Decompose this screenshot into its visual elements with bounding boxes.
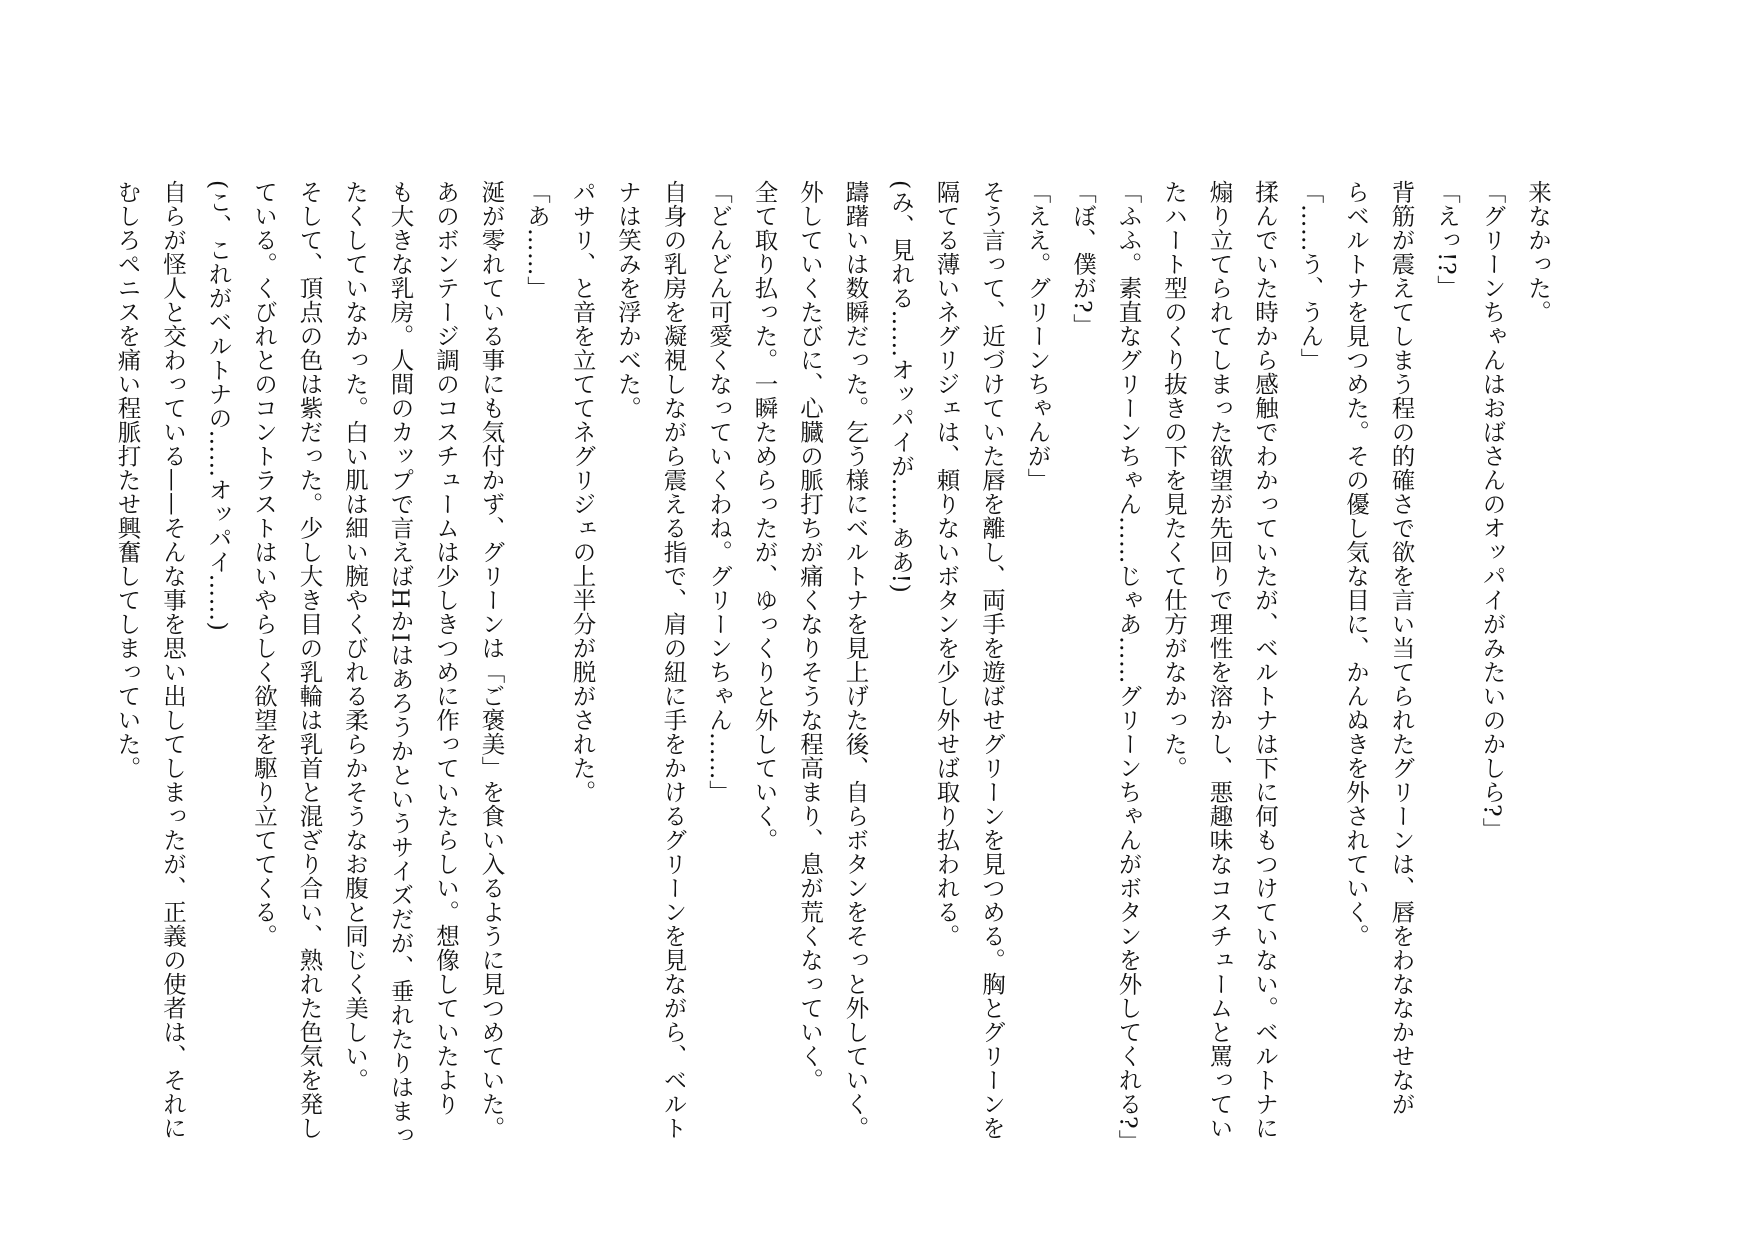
- text-line: あのボンテージ調のコスチュームは少しきつめに作っていたらしい。想像していたより: [432, 180, 460, 1116]
- text-line: たくしていなかった。白い肌は細い腕やくびれる柔らかそうなお腹と同じく美しい。: [341, 180, 369, 1092]
- text-line: 背筋が震えてしまう程の的確さで欲を言い当てられたグリーンは、唇をわななかせなが: [1387, 180, 1416, 1116]
- text-line: 外していくたびに、心臓の脈打ちが痛くなりそうな程高まり、息が荒くなっていく。: [796, 180, 824, 1092]
- text-line: (み、見れる……オッパイが……ああ!): [887, 180, 915, 594]
- text-line: 来なかった。: [1524, 180, 1552, 324]
- text-line: 涎が零れている事にも気付かず、グリーンは「ご褒美」を食い入るように見つめていた。: [477, 180, 506, 1140]
- text-line: ている。くびれとのコントラストはいやらしく欲望を駆り立ててくる。: [250, 180, 278, 948]
- text-line: 躊躇いは数瞬だった。乞う様にベルトナを見上げた後、自らボタンをそっと外していく。: [841, 180, 870, 1140]
- text-line: 揉んでいた時から感触でわかっていたが、ベルトナは下に何もつけていない。ベルトナに: [1251, 180, 1279, 1140]
- text-line: 「あ……」: [523, 180, 551, 300]
- text-line: 「ぼ、僕が?」: [1069, 180, 1097, 338]
- text-line: 「……う、うん」: [1296, 180, 1325, 372]
- text-line: たハート型のくり抜きの下を見たくて仕方がなかった。: [1160, 180, 1188, 780]
- text-line: 全て取り払った。一瞬ためらったが、ゆっくりと外していく。: [750, 180, 779, 852]
- text-line: そして、頂点の色は紫だった。少し大き目の乳輪は乳首と混ざり合い、熟れた色気を発し: [295, 180, 324, 1140]
- text-line: 煽り立てられてしまった欲望が先回りで理性を溶かし、悪趣味なコスチュームと罵ってい: [1205, 180, 1234, 1140]
- text-line: らベルトナを見つめた。その優し気な目に、かんぬきを外されていく。: [1342, 180, 1370, 948]
- text-line: 「ふふ。素直なグリーンちゃん……じゃあ……グリーンちゃんがボタンを外してくれる?」: [1114, 180, 1143, 1154]
- text-line: 隔てる薄いネグリジェは、頼りないボタンを少し外せば取り払われる。: [932, 180, 961, 948]
- text-line: 「えっ!?」: [1433, 180, 1461, 300]
- text-line: (こ、これがベルトナの……オッパイ……): [204, 180, 233, 632]
- text-line: 「ええ。グリーンちゃんが」: [1023, 180, 1052, 492]
- text-line: 自身の乳房を凝視しながら震える指で、肩の紐に手をかけるグリーンを見ながら、ベルト: [659, 180, 688, 1140]
- text-line: そう言って、近づけていた唇を離し、両手を遊ばせグリーンを見つめる。胸とグリーンを: [978, 180, 1006, 1140]
- text-line: 「グリーンちゃんはおばさんのオッパイがみたいのかしら?」: [1478, 180, 1507, 842]
- text-line: ナは笑みを浮かべた。: [614, 180, 642, 420]
- text-line: むしろペニスを痛い程脈打たせ興奮してしまっていた。: [113, 180, 142, 780]
- text-line: パサリ、と音を立ててネグリジェの上半分が脱がされた。: [568, 180, 597, 804]
- text-line: 自らが怪人と交わっている——そんな事を思い出してしまったが、正義の使者は、それに: [159, 180, 187, 1140]
- text-line: 「どんどん可愛くなっていくわね。グリーンちゃん……」: [705, 180, 733, 804]
- vertical-text-body: [104, 180, 1560, 1154]
- text-line: も大きな乳房。人間のカップで言えばHかIはあろうかというサイズだが、垂れたりはまっ: [386, 180, 415, 1147]
